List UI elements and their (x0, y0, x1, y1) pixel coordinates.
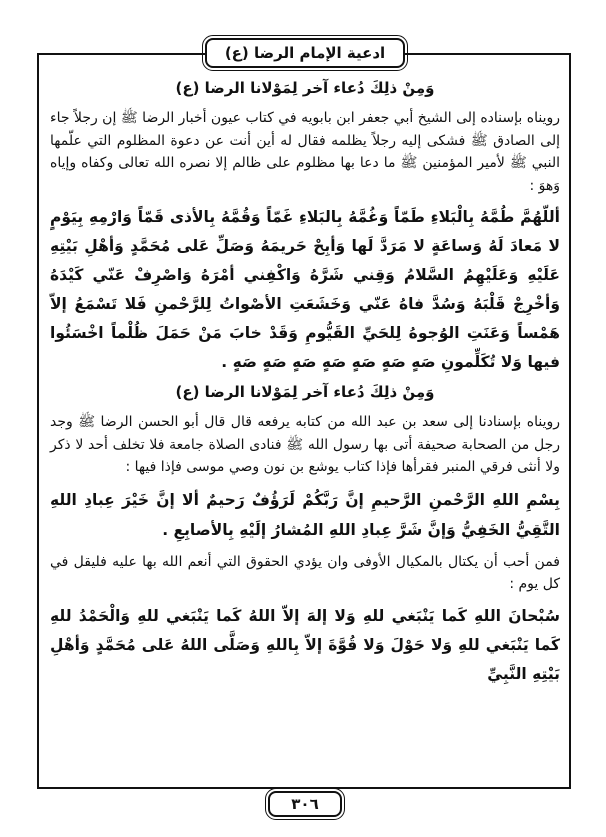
section1-heading: وَمِنْ ذلِكَ دُعاء آخر لِمَوْلانا الرضا (ع) (175, 79, 435, 97)
page-number (268, 791, 342, 817)
section2-narration: رويناه بإسنادنا إلى سعد بن عبد الله من كتابه يرفعه قال قال أبو الحسن الرضا ﷺ وجد رجل من الصحابة صحيفة أتى بها رسول الله ﷺ فنادى الصلاة جامعة فلا تخلف أحد لا ذكر ولا أنثى فرقي المنبر فقرأها فإذا كتاب يوشع بن نون وصي موسى فإذا فيها : (50, 414, 560, 475)
page-content (50, 75, 560, 785)
section1-dua: أللّهُمَّ طُمَّهُ بِالْبَلاءِ طَمّاً وَغُمَّهُ بِالبَلاءِ غَمّاً وَقُمَّهُ بِالأذى قَمّاً وَارْمِهِ بِيَوْمٍ لا مَعادَ لَهُ وَساعَةٍ لا مَرَدَّ لَها وَأبِحْ حَريمَهُ وَصَلِّ عَلى مُحَمَّدٍ وَأهْلِ بَيْتِهِ عَلَيْهِ وَعَلَيْهِمُ السَّلامُ وَقِني شَرَّهُ وَاكْفِني أمْرَهُ وَاصْرِفْ عَنّي كَيْدَهُ وَأخْرِجْ قَلْبَهُ وَسُدَّ فاهُ عَنّي وَخَشَعَتِ الأصْواتُ لِلرَّحْمنِ فَلا تَسْمَعُ إلاّ هَمْساً وَعَنَتِ الوُجوهُ لِلحَيِّ القَيُّومِ وَقَدْ خابَ مَنْ حَمَلَ ظُلْماً اخْسَئُوا فيها وَلا تُكَلِّمونِ صَهٍ صَهٍ صَهٍ صَهٍ صَهٍ صَهٍ صَهٍ . (50, 208, 560, 371)
page-number-text: ٣٠٦ (291, 795, 319, 813)
page-title-text: ادعية الإمام الرضا (ع) (224, 44, 386, 62)
section2-heading: وَمِنْ ذلِكَ دُعاء آخر لِمَوْلانا الرضا (ع) (175, 383, 435, 401)
section2-instruction: فمن أحب أن يكتال بالمكيال الأوفى وان يؤدي الحقوق التي أنعم الله بها عليه فليقل في كل يوم : (50, 553, 560, 592)
section1-narration: رويناه بإسناده إلى الشيخ أبي جعفر ابن بابويه في كتاب عيون أخبار الرضا ﷺ إن رجلاً جاء إلى الصادق ﷺ فشكى إليه رجلاً يظلمه فقال له أين أنت عن دعوة المظلوم التي علّمها النبي ﷺ لأمير المؤمنين ﷺ ما دعا بها مظلوم على ظالم إلا نصره الله تعالى وكفاه وإياه وَهوَ : (50, 110, 560, 194)
section2-dua: سُبْحانَ اللهِ كَما يَنْبَغي للهِ وَلا إلهَ إلاّ اللهُ كَما يَنْبَغي للهِ وَالْحَمْدُ للهِ كَما يَنْبَغي للهِ وَلا حَوْلَ وَلا قُوَّةَ إلاّ بِاللهِ وَصَلَّى اللهُ عَلى مُحَمَّدٍ وَأهْلِ بَيْتِهِ النَّبِيِّ (50, 606, 560, 683)
section2-quran-text: بِسْمِ اللهِ الرَّحْمنِ الرَّحيمِ إنَّ رَبَّكُمْ لَرَؤُفٌ رَحيمٌ ألا إنَّ خَيْرَ عِبادِ اللهِ التَّقِيُّ الخَفِيُّ وَإنَّ شَرَّ عِبادِ اللهِ المُشارُ إلَيْهِ بِالأصابِعِ . (50, 490, 560, 539)
page-title (205, 38, 405, 68)
